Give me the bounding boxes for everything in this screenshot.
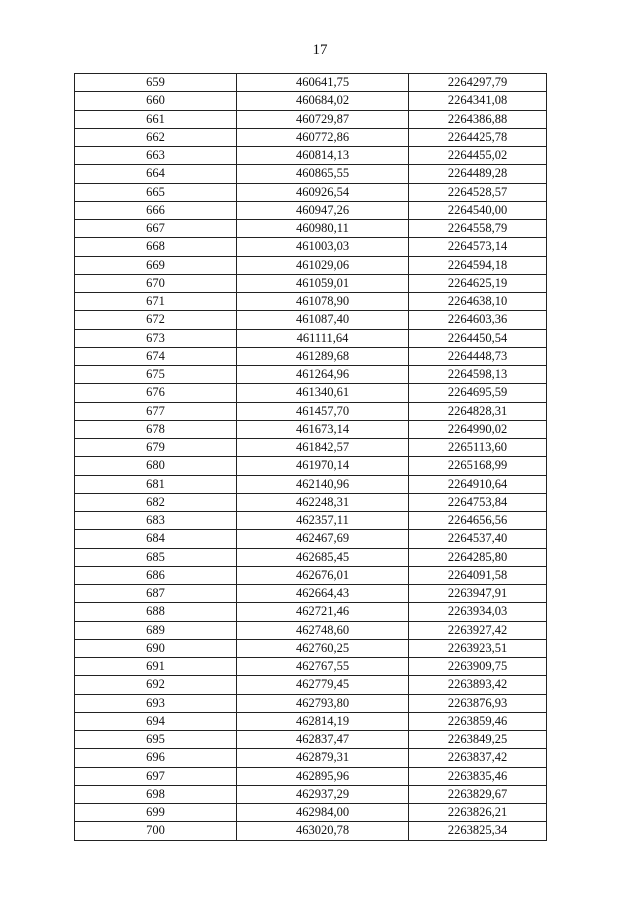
point-number-cell: 689 xyxy=(75,621,237,639)
x-coordinate-cell: 462748,60 xyxy=(237,621,409,639)
table-row xyxy=(75,658,547,676)
x-coordinate-cell: 462767,55 xyxy=(237,658,409,676)
y-coordinate-cell: 2264573,14 xyxy=(409,238,547,256)
coordinates-table xyxy=(74,73,547,841)
x-coordinate-cell: 461340,61 xyxy=(237,384,409,402)
table-row xyxy=(75,676,547,694)
point-number-cell: 700 xyxy=(75,822,237,840)
x-coordinate-cell: 460980,11 xyxy=(237,220,409,238)
point-number-cell: 680 xyxy=(75,457,237,475)
x-coordinate-cell: 460641,75 xyxy=(237,74,409,92)
table-row xyxy=(75,548,547,566)
y-coordinate-cell: 2264594,18 xyxy=(409,256,547,274)
point-number-cell: 677 xyxy=(75,402,237,420)
x-coordinate-cell: 461078,90 xyxy=(237,293,409,311)
table-row xyxy=(75,439,547,457)
table-row xyxy=(75,293,547,311)
point-number-cell: 670 xyxy=(75,274,237,292)
x-coordinate-cell: 460684,02 xyxy=(237,92,409,110)
x-coordinate-cell: 462248,31 xyxy=(237,493,409,511)
table-row xyxy=(75,621,547,639)
y-coordinate-cell: 2264528,57 xyxy=(409,183,547,201)
x-coordinate-cell: 462837,47 xyxy=(237,731,409,749)
table-row xyxy=(75,731,547,749)
table-row xyxy=(75,347,547,365)
y-coordinate-cell: 2263826,21 xyxy=(409,804,547,822)
table-row xyxy=(75,475,547,493)
x-coordinate-cell: 461289,68 xyxy=(237,347,409,365)
point-number-cell: 663 xyxy=(75,147,237,165)
x-coordinate-cell: 462140,96 xyxy=(237,475,409,493)
x-coordinate-cell: 462760,25 xyxy=(237,639,409,657)
point-number-cell: 678 xyxy=(75,420,237,438)
table-row xyxy=(75,420,547,438)
y-coordinate-cell: 2264558,79 xyxy=(409,220,547,238)
y-coordinate-cell: 2263927,42 xyxy=(409,621,547,639)
table-row xyxy=(75,92,547,110)
x-coordinate-cell: 461087,40 xyxy=(237,311,409,329)
x-coordinate-cell: 462467,69 xyxy=(237,530,409,548)
table-row xyxy=(75,274,547,292)
point-number-cell: 699 xyxy=(75,804,237,822)
point-number-cell: 666 xyxy=(75,201,237,219)
y-coordinate-cell: 2263947,91 xyxy=(409,585,547,603)
y-coordinate-cell: 2263849,25 xyxy=(409,731,547,749)
x-coordinate-cell: 461264,96 xyxy=(237,366,409,384)
y-coordinate-cell: 2263825,34 xyxy=(409,822,547,840)
point-number-cell: 661 xyxy=(75,110,237,128)
y-coordinate-cell: 2265168,99 xyxy=(409,457,547,475)
y-coordinate-cell: 2263923,51 xyxy=(409,639,547,657)
y-coordinate-cell: 2264425,78 xyxy=(409,128,547,146)
point-number-cell: 673 xyxy=(75,329,237,347)
x-coordinate-cell: 460947,26 xyxy=(237,201,409,219)
x-coordinate-cell: 462895,96 xyxy=(237,767,409,785)
y-coordinate-cell: 2264489,28 xyxy=(409,165,547,183)
y-coordinate-cell: 2264598,13 xyxy=(409,366,547,384)
point-number-cell: 679 xyxy=(75,439,237,457)
point-number-cell: 690 xyxy=(75,639,237,657)
x-coordinate-cell: 461029,06 xyxy=(237,256,409,274)
point-number-cell: 676 xyxy=(75,384,237,402)
point-number-cell: 684 xyxy=(75,530,237,548)
y-coordinate-cell: 2264695,59 xyxy=(409,384,547,402)
point-number-cell: 698 xyxy=(75,785,237,803)
table-row xyxy=(75,457,547,475)
table-row xyxy=(75,694,547,712)
x-coordinate-cell: 460772,86 xyxy=(237,128,409,146)
y-coordinate-cell: 2264285,80 xyxy=(409,548,547,566)
table-row xyxy=(75,384,547,402)
point-number-cell: 668 xyxy=(75,238,237,256)
y-coordinate-cell: 2264450,54 xyxy=(409,329,547,347)
y-coordinate-cell: 2263934,03 xyxy=(409,603,547,621)
table-row xyxy=(75,493,547,511)
table-row xyxy=(75,165,547,183)
table-row xyxy=(75,785,547,803)
y-coordinate-cell: 2264638,10 xyxy=(409,293,547,311)
y-coordinate-cell: 2263893,42 xyxy=(409,676,547,694)
x-coordinate-cell: 462676,01 xyxy=(237,566,409,584)
y-coordinate-cell: 2264753,84 xyxy=(409,493,547,511)
table-row xyxy=(75,822,547,840)
table-row xyxy=(75,402,547,420)
table-row xyxy=(75,201,547,219)
point-number-cell: 687 xyxy=(75,585,237,603)
point-number-cell: 672 xyxy=(75,311,237,329)
point-number-cell: 683 xyxy=(75,512,237,530)
point-number-cell: 660 xyxy=(75,92,237,110)
point-number-cell: 674 xyxy=(75,347,237,365)
point-number-cell: 688 xyxy=(75,603,237,621)
y-coordinate-cell: 2263876,93 xyxy=(409,694,547,712)
y-coordinate-cell: 2264540,00 xyxy=(409,201,547,219)
y-coordinate-cell: 2264910,64 xyxy=(409,475,547,493)
x-coordinate-cell: 462937,29 xyxy=(237,785,409,803)
y-coordinate-cell: 2265113,60 xyxy=(409,439,547,457)
point-number-cell: 665 xyxy=(75,183,237,201)
y-coordinate-cell: 2263837,42 xyxy=(409,749,547,767)
table-row xyxy=(75,147,547,165)
table-row xyxy=(75,238,547,256)
point-number-cell: 667 xyxy=(75,220,237,238)
x-coordinate-cell: 462779,45 xyxy=(237,676,409,694)
x-coordinate-cell: 461970,14 xyxy=(237,457,409,475)
table-row xyxy=(75,512,547,530)
table-row xyxy=(75,74,547,92)
table-row xyxy=(75,749,547,767)
x-coordinate-cell: 462793,80 xyxy=(237,694,409,712)
table-row xyxy=(75,712,547,730)
table-row xyxy=(75,603,547,621)
x-coordinate-cell: 462664,43 xyxy=(237,585,409,603)
y-coordinate-cell: 2264341,08 xyxy=(409,92,547,110)
point-number-cell: 692 xyxy=(75,676,237,694)
x-coordinate-cell: 461111,64 xyxy=(237,329,409,347)
y-coordinate-cell: 2263909,75 xyxy=(409,658,547,676)
table-row xyxy=(75,110,547,128)
table-row xyxy=(75,128,547,146)
x-coordinate-cell: 460865,55 xyxy=(237,165,409,183)
y-coordinate-cell: 2264537,40 xyxy=(409,530,547,548)
y-coordinate-cell: 2264091,58 xyxy=(409,566,547,584)
x-coordinate-cell: 460814,13 xyxy=(237,147,409,165)
x-coordinate-cell: 461457,70 xyxy=(237,402,409,420)
point-number-cell: 697 xyxy=(75,767,237,785)
x-coordinate-cell: 462685,45 xyxy=(237,548,409,566)
table-row xyxy=(75,530,547,548)
point-number-cell: 664 xyxy=(75,165,237,183)
y-coordinate-cell: 2263835,46 xyxy=(409,767,547,785)
x-coordinate-cell: 462814,19 xyxy=(237,712,409,730)
table-row xyxy=(75,566,547,584)
y-coordinate-cell: 2264656,56 xyxy=(409,512,547,530)
table-row xyxy=(75,256,547,274)
x-coordinate-cell: 462879,31 xyxy=(237,749,409,767)
y-coordinate-cell: 2264625,19 xyxy=(409,274,547,292)
table-row xyxy=(75,183,547,201)
x-coordinate-cell: 460926,54 xyxy=(237,183,409,201)
point-number-cell: 693 xyxy=(75,694,237,712)
x-coordinate-cell: 462721,46 xyxy=(237,603,409,621)
x-coordinate-cell: 463020,78 xyxy=(237,822,409,840)
page-number: 17 xyxy=(312,42,328,58)
point-number-cell: 659 xyxy=(75,74,237,92)
point-number-cell: 662 xyxy=(75,128,237,146)
x-coordinate-cell: 461673,14 xyxy=(237,420,409,438)
x-coordinate-cell: 460729,87 xyxy=(237,110,409,128)
point-number-cell: 669 xyxy=(75,256,237,274)
point-number-cell: 675 xyxy=(75,366,237,384)
y-coordinate-cell: 2264297,79 xyxy=(409,74,547,92)
x-coordinate-cell: 462984,00 xyxy=(237,804,409,822)
point-number-cell: 696 xyxy=(75,749,237,767)
table-row xyxy=(75,329,547,347)
x-coordinate-cell: 461003,03 xyxy=(237,238,409,256)
y-coordinate-cell: 2264603,36 xyxy=(409,311,547,329)
y-coordinate-cell: 2264990,02 xyxy=(409,420,547,438)
point-number-cell: 681 xyxy=(75,475,237,493)
y-coordinate-cell: 2263859,46 xyxy=(409,712,547,730)
point-number-cell: 686 xyxy=(75,566,237,584)
point-number-cell: 671 xyxy=(75,293,237,311)
point-number-cell: 682 xyxy=(75,493,237,511)
coordinates-table-body xyxy=(75,74,547,841)
table-row xyxy=(75,804,547,822)
x-coordinate-cell: 461842,57 xyxy=(237,439,409,457)
point-number-cell: 694 xyxy=(75,712,237,730)
table-row xyxy=(75,366,547,384)
table-row xyxy=(75,767,547,785)
point-number-cell: 695 xyxy=(75,731,237,749)
x-coordinate-cell: 462357,11 xyxy=(237,512,409,530)
table-row xyxy=(75,220,547,238)
y-coordinate-cell: 2263829,67 xyxy=(409,785,547,803)
y-coordinate-cell: 2264828,31 xyxy=(409,402,547,420)
y-coordinate-cell: 2264455,02 xyxy=(409,147,547,165)
table-row xyxy=(75,311,547,329)
x-coordinate-cell: 461059,01 xyxy=(237,274,409,292)
table-row xyxy=(75,639,547,657)
y-coordinate-cell: 2264448,73 xyxy=(409,347,547,365)
point-number-cell: 685 xyxy=(75,548,237,566)
point-number-cell: 691 xyxy=(75,658,237,676)
y-coordinate-cell: 2264386,88 xyxy=(409,110,547,128)
table-row xyxy=(75,585,547,603)
